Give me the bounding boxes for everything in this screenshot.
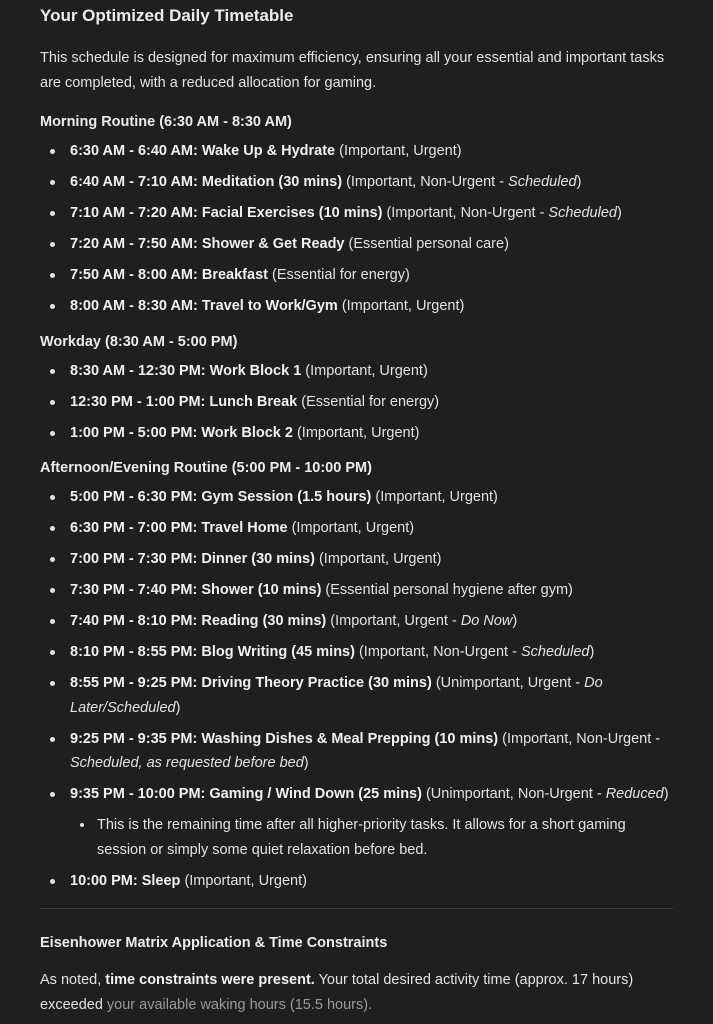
- page-title: Your Optimized Daily Timetable: [40, 6, 294, 25]
- list-item: 7:10 AM - 7:20 AM: Facial Exercises (10 mins) (Important, Non-Urgent - Scheduled): [40, 201, 673, 226]
- list-item: 9:25 PM - 9:35 PM: Washing Dishes & Meal Prepping (10 mins) (Important, Non-Urgent - Scheduled, as requested before bed): [40, 727, 673, 776]
- divider: [40, 908, 673, 909]
- list-item: 5:00 PM - 6:30 PM: Gym Session (1.5 hours) (Important, Urgent): [40, 485, 673, 510]
- morning-list: [40, 139, 673, 319]
- evening-list: [40, 485, 673, 893]
- list-item: 7:20 AM - 7:50 AM: Shower & Get Ready (Essential personal care): [40, 232, 673, 257]
- list-item: 7:00 PM - 7:30 PM: Dinner (30 mins) (Important, Urgent): [40, 547, 673, 572]
- list-item: 6:30 PM - 7:00 PM: Travel Home (Important, Urgent): [40, 516, 673, 541]
- list-item: 9:35 PM - 10:00 PM: Gaming / Wind Down (25 mins) (Unimportant, Non-Urgent - Reduced) This is the remaining time after all higher-priority tasks. It allows for a short gaming session or simply some quiet relaxation before bed.: [40, 782, 673, 862]
- sub-list-item: This is the remaining time after all higher-priority tasks. It allows for a short gaming session or simply some quiet relaxation before bed.: [70, 813, 673, 862]
- intro-paragraph: This schedule is designed for maximum efficiency, ensuring all your essential and important tasks are completed, with a reduced allocation for gaming.: [40, 50, 665, 91]
- list-item: 6:30 AM - 6:40 AM: Wake Up & Hydrate (Important, Urgent): [40, 139, 673, 164]
- list-item: 8:30 AM - 12:30 PM: Work Block 1 (Important, Urgent): [40, 359, 673, 384]
- list-item: 8:10 PM - 8:55 PM: Blog Writing (45 mins) (Important, Non-Urgent - Scheduled): [40, 640, 673, 665]
- section-heading-morning: Morning Routine (6:30 AM - 8:30 AM): [40, 114, 292, 130]
- sub-list: [70, 813, 673, 862]
- workday-list: [40, 359, 673, 446]
- list-item: 6:40 AM - 7:10 AM: Meditation (30 mins) (Important, Non-Urgent - Scheduled): [40, 170, 673, 195]
- list-item: 12:30 PM - 1:00 PM: Lunch Break (Essential for energy): [40, 390, 673, 415]
- list-item: 7:40 PM - 8:10 PM: Reading (30 mins) (Important, Urgent - Do Now): [40, 609, 673, 634]
- section-heading-workday: Workday (8:30 AM - 5:00 PM): [40, 333, 238, 350]
- list-item: 8:00 AM - 8:30 AM: Travel to Work/Gym (Important, Urgent): [40, 294, 673, 319]
- list-item: 1:00 PM - 5:00 PM: Work Block 2 (Important, Urgent): [40, 421, 673, 446]
- list-item: 10:00 PM: Sleep (Important, Urgent): [40, 869, 673, 894]
- matrix-paragraph: As noted, time constraints were present. Your total desired activity time (approx. 17 hours) exceeded your available waking hours (15.5 hours).: [40, 972, 634, 1013]
- list-item: 8:55 PM - 9:25 PM: Driving Theory Practice (30 mins) (Unimportant, Urgent - Do Later/Scheduled): [40, 671, 673, 720]
- list-item: 7:30 PM - 7:40 PM: Shower (10 mins) (Essential personal hygiene after gym): [40, 578, 673, 603]
- list-item: 7:50 AM - 8:00 AM: Breakfast (Essential for energy): [40, 263, 673, 288]
- matrix-heading: Eisenhower Matrix Application & Time Constraints: [40, 935, 388, 951]
- section-heading-evening: Afternoon/Evening Routine (5:00 PM - 10:00 PM): [40, 460, 372, 476]
